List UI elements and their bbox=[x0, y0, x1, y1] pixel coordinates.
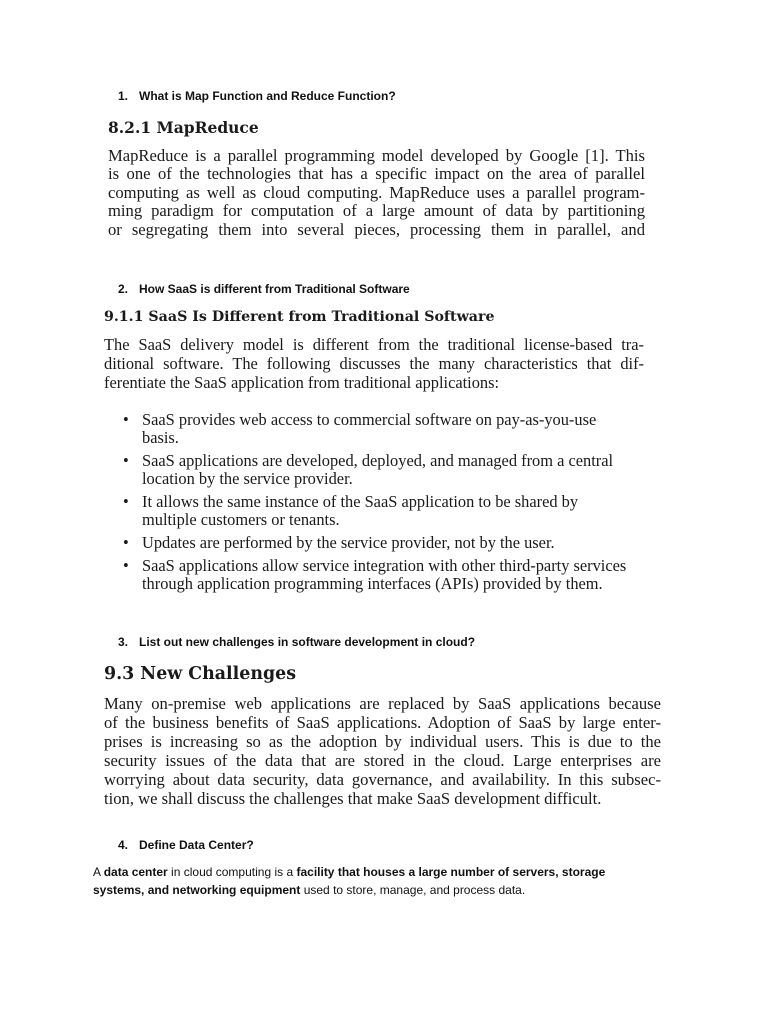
text-line: is one of the technologies that has a specific impact on the area of parallel bbox=[108, 164, 645, 184]
section-heading-mapreduce: 8.2.1 MapReduce bbox=[108, 118, 259, 137]
list-item-text: It allows the same instance of the SaaS application to be shared by multiple customers or tenants. bbox=[142, 492, 579, 529]
question-text: What is Map Function and Reduce Function? bbox=[139, 89, 396, 103]
text-line: ming paradigm for computation of a large amount of data by partitioning bbox=[108, 201, 645, 221]
text-line: prises is increasing so as the adoption by individual users. This is due to the bbox=[104, 732, 661, 751]
list-item bbox=[120, 411, 630, 447]
list-item-text: Updates are performed by the service provider, not by the user. bbox=[142, 533, 555, 552]
text-line: ditional software. The following discusses the many characteristics that dif- bbox=[104, 353, 644, 373]
list-item bbox=[120, 452, 630, 488]
answer-text: in cloud computing is a bbox=[167, 865, 297, 879]
question-3 bbox=[118, 634, 475, 650]
text-line: worrying about data security, data governance, and availability. In this subsec- bbox=[104, 770, 661, 789]
saas-bullet-list bbox=[120, 411, 630, 598]
question-text: How SaaS is different from Traditional Software bbox=[139, 282, 410, 296]
text-line: security issues of the data that are stored in the cloud. Large enterprises are bbox=[104, 751, 661, 770]
section-heading-challenges: 9.3 New Challenges bbox=[104, 664, 296, 684]
question-number: 1. bbox=[118, 89, 129, 103]
list-item bbox=[120, 534, 630, 552]
text-line: of the business benefits of SaaS applications. Adoption of SaaS by large enter- bbox=[104, 713, 661, 732]
paragraph-saas bbox=[104, 336, 644, 392]
bullet-icon: • bbox=[123, 556, 129, 575]
bullet-icon: • bbox=[123, 451, 129, 470]
list-item bbox=[120, 557, 630, 593]
question-4 bbox=[118, 837, 254, 853]
text-line: or segregating them into several pieces, processing them in parallel, and bbox=[108, 219, 645, 239]
answer-term: data center bbox=[103, 865, 168, 879]
text-line: ferentiate the SaaS application from traditional applications: bbox=[104, 372, 500, 392]
answer-definition: facility that houses a large number of servers, storage systems, and networking equipment bbox=[93, 865, 606, 897]
paragraph-mapreduce bbox=[108, 147, 645, 239]
list-item-text: SaaS applications are developed, deployed, and managed from a central location by the service provider. bbox=[142, 451, 614, 488]
question-1 bbox=[118, 88, 396, 104]
question-number: 3. bbox=[118, 635, 129, 649]
data-center-answer bbox=[93, 863, 653, 899]
text-line: Many on-premise web applications are replaced by SaaS applications because bbox=[104, 694, 661, 713]
bullet-icon: • bbox=[123, 492, 129, 511]
list-item-text: SaaS provides web access to commercial software on pay-as-you-use basis. bbox=[142, 410, 597, 447]
text-line: computing as well as cloud computing. MapReduce uses a parallel program- bbox=[108, 182, 645, 202]
text-line: MapReduce is a parallel programming model developed by Google [1]. This bbox=[108, 146, 645, 165]
text-line: tion, we shall discuss the challenges that make SaaS development difficult. bbox=[104, 789, 602, 808]
question-number: 2. bbox=[118, 282, 129, 296]
text-line: The SaaS delivery model is different from the traditional license-based tra- bbox=[104, 335, 644, 354]
list-item bbox=[120, 493, 630, 529]
section-heading-saas: 9.1.1 SaaS Is Different from Traditional Software bbox=[104, 309, 495, 325]
bullet-icon: • bbox=[123, 533, 129, 552]
question-2 bbox=[118, 281, 410, 297]
answer-text: used to store, manage, and process data. bbox=[300, 883, 526, 897]
answer-text: A bbox=[93, 865, 104, 879]
question-number: 4. bbox=[118, 838, 129, 852]
paragraph-challenges bbox=[104, 694, 661, 808]
question-text: Define Data Center? bbox=[139, 838, 254, 852]
bullet-icon: • bbox=[123, 410, 129, 429]
question-text: List out new challenges in software development in cloud? bbox=[139, 635, 476, 649]
list-item-text: SaaS applications allow service integration with other third-party services through application programming interfaces (APIs) provided by them. bbox=[142, 556, 627, 593]
